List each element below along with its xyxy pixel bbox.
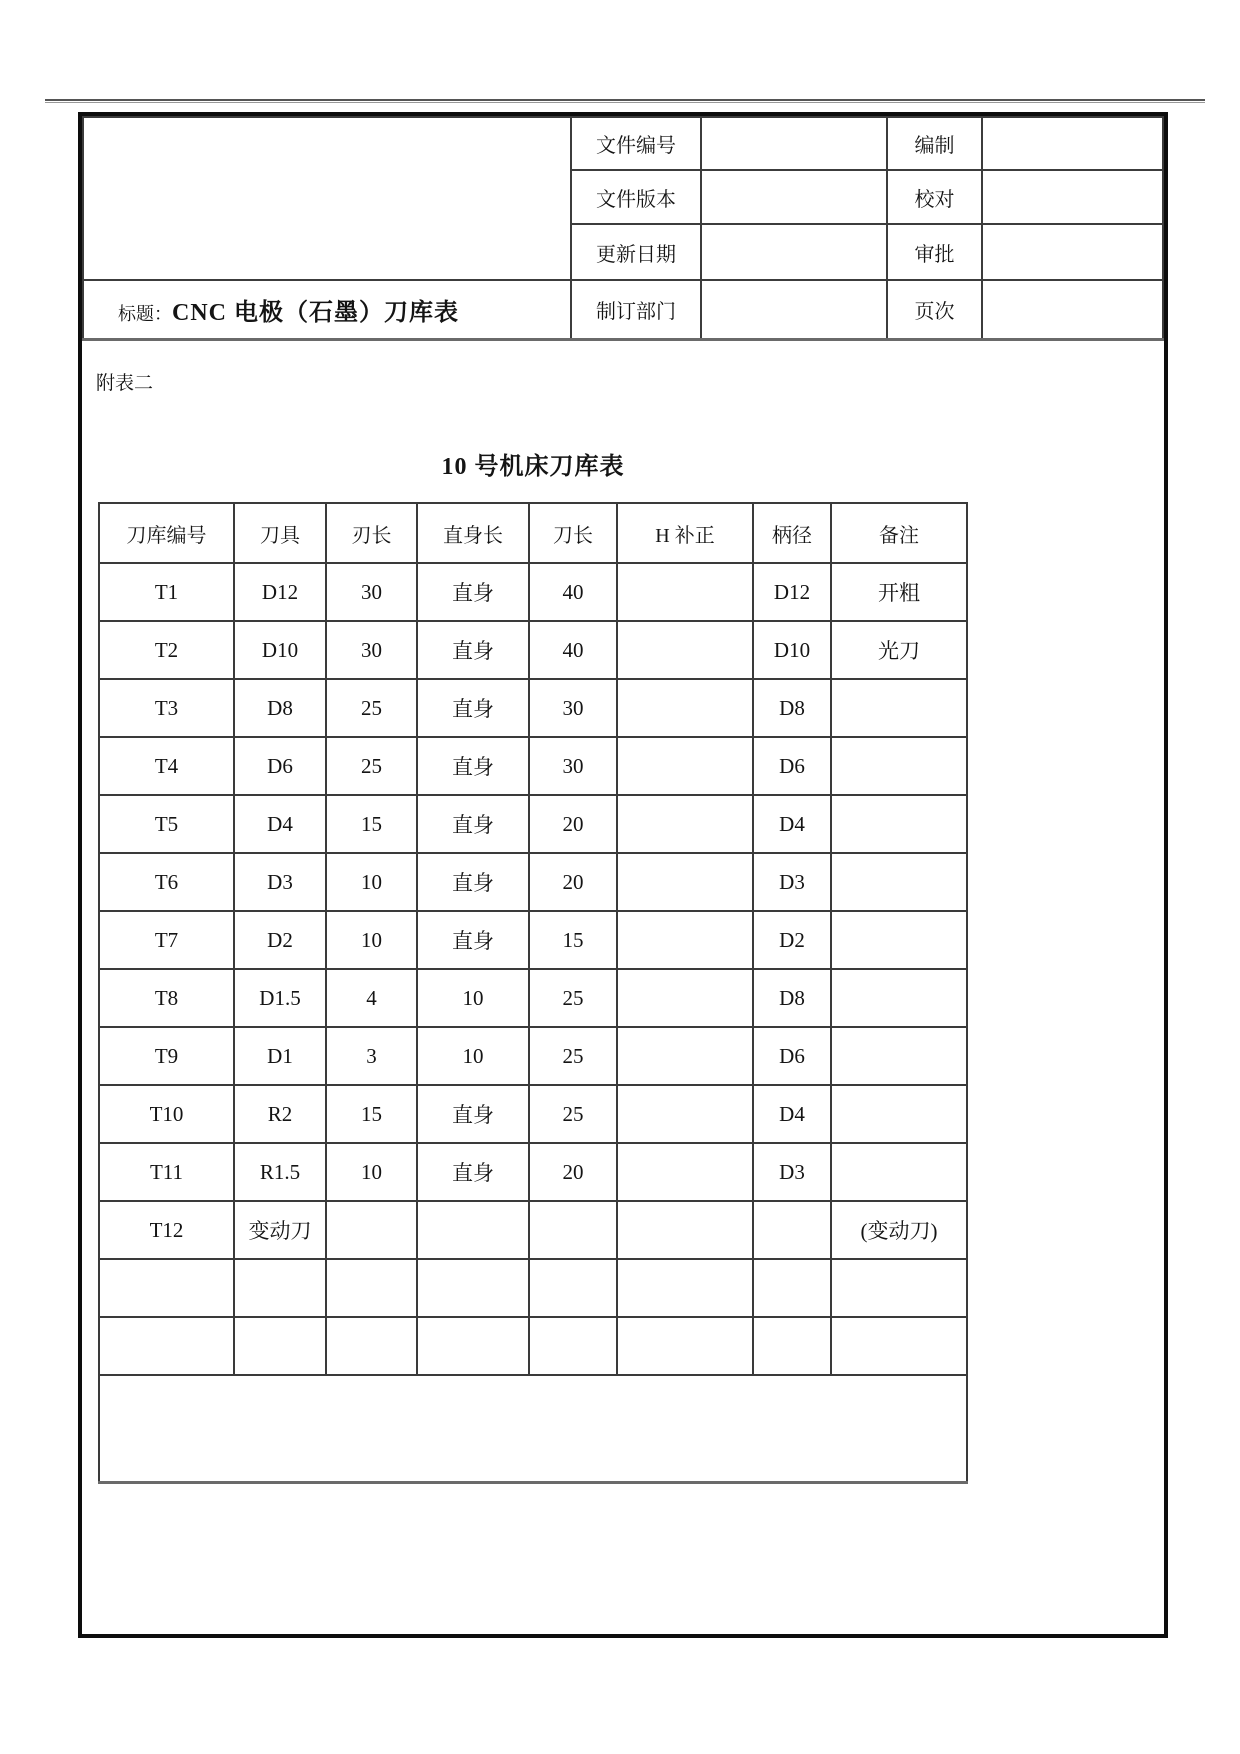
table-cell: 直身 <box>417 737 529 795</box>
table-cell <box>617 795 753 853</box>
field-label: 编制 <box>887 117 982 170</box>
column-header: 刃长 <box>326 503 417 563</box>
table-cell <box>831 1317 967 1375</box>
table-cell <box>417 1201 529 1259</box>
table-row <box>99 1027 967 1085</box>
table-cell: T11 <box>99 1143 234 1201</box>
document-title-prefix: 标题： <box>118 303 172 324</box>
column-header: 直身长 <box>417 503 529 563</box>
table-cell: T5 <box>99 795 234 853</box>
field-label: 审批 <box>887 224 982 280</box>
field-value-blank <box>982 280 1163 339</box>
table-cell: R2 <box>234 1085 326 1143</box>
table-cell: 10 <box>417 969 529 1027</box>
table-cell <box>831 969 967 1027</box>
table-cell <box>326 1317 417 1375</box>
table-cell: 直身 <box>417 1143 529 1201</box>
tool-table-header-row <box>99 503 967 563</box>
table-cell <box>529 1201 617 1259</box>
table-cell <box>617 1027 753 1085</box>
table-cell: 30 <box>326 563 417 621</box>
table-cell <box>617 563 753 621</box>
table-cell: D10 <box>234 621 326 679</box>
table-cell: 4 <box>326 969 417 1027</box>
table-cell: 直身 <box>417 621 529 679</box>
table-cell: 10 <box>326 1143 417 1201</box>
table-cell <box>617 621 753 679</box>
field-value-blank <box>701 117 887 170</box>
table-cell <box>831 737 967 795</box>
table-cell: 10 <box>326 853 417 911</box>
table-cell: 直身 <box>417 853 529 911</box>
table-cell: 40 <box>529 621 617 679</box>
table-cell <box>234 1317 326 1375</box>
table-row <box>99 563 967 621</box>
table-row <box>99 679 967 737</box>
table-cell <box>753 1259 831 1317</box>
table-cell <box>417 1317 529 1375</box>
table-cell <box>326 1201 417 1259</box>
table-row <box>99 737 967 795</box>
table-cell <box>617 679 753 737</box>
column-header: 刀库编号 <box>99 503 234 563</box>
field-value-blank <box>701 224 887 280</box>
table-cell: 25 <box>326 737 417 795</box>
table-cell: D4 <box>234 795 326 853</box>
table-row <box>99 911 967 969</box>
table-cell: 10 <box>417 1027 529 1085</box>
table-cell: D8 <box>234 679 326 737</box>
table-row <box>99 795 967 853</box>
table-row <box>99 1143 967 1201</box>
table-cell <box>99 1317 234 1375</box>
table-cell: 25 <box>326 679 417 737</box>
field-label: 文件版本 <box>571 170 701 224</box>
table-row <box>99 1201 967 1259</box>
table-cell <box>617 1143 753 1201</box>
header-row <box>83 117 1163 170</box>
table-cell <box>529 1259 617 1317</box>
column-header: H 补正 <box>617 503 753 563</box>
table-cell: D4 <box>753 795 831 853</box>
appendix-label: 附表二 <box>96 373 154 394</box>
table-cell: D6 <box>753 1027 831 1085</box>
table-cell: D12 <box>234 563 326 621</box>
table-row <box>99 1259 967 1317</box>
table-cell <box>617 1317 753 1375</box>
table-cell: T9 <box>99 1027 234 1085</box>
table-cell <box>529 1317 617 1375</box>
table-cell: 20 <box>529 795 617 853</box>
table-cell <box>617 1201 753 1259</box>
field-label: 更新日期 <box>571 224 701 280</box>
table-cell: 30 <box>326 621 417 679</box>
table-row <box>99 969 967 1027</box>
header-blank-area <box>83 117 571 280</box>
table-cell: D4 <box>753 1085 831 1143</box>
document-title: CNC 电极（石墨）刀库表 <box>172 299 459 326</box>
top-divider-rule <box>45 99 1205 103</box>
table-cell: D2 <box>753 911 831 969</box>
tool-table <box>98 502 968 1484</box>
table-cell: T7 <box>99 911 234 969</box>
table-cell: 3 <box>326 1027 417 1085</box>
table-cell: 15 <box>326 795 417 853</box>
field-value-blank <box>982 224 1163 280</box>
tool-table-title: 10 号机床刀库表 <box>441 454 625 480</box>
table-cell <box>831 911 967 969</box>
table-cell: 开粗 <box>831 563 967 621</box>
table-cell <box>617 1259 753 1317</box>
table-cell <box>99 1259 234 1317</box>
table-cell <box>617 1085 753 1143</box>
table-cell: T1 <box>99 563 234 621</box>
table-cell: T3 <box>99 679 234 737</box>
table-cell <box>831 853 967 911</box>
table-cell: D3 <box>234 853 326 911</box>
field-value-blank <box>701 280 887 339</box>
table-cell: T2 <box>99 621 234 679</box>
table-cell: D1.5 <box>234 969 326 1027</box>
field-label: 页次 <box>887 280 982 339</box>
table-row <box>99 1085 967 1143</box>
table-cell <box>831 1259 967 1317</box>
table-cell: 10 <box>326 911 417 969</box>
table-cell: 直身 <box>417 911 529 969</box>
table-cell: T4 <box>99 737 234 795</box>
table-cell: 直身 <box>417 1085 529 1143</box>
table-cell <box>617 969 753 1027</box>
table-cell: 光刀 <box>831 621 967 679</box>
table-cell: D8 <box>753 969 831 1027</box>
table-cell: 直身 <box>417 795 529 853</box>
document-header-table <box>82 116 1164 341</box>
table-cell <box>617 911 753 969</box>
column-header: 备注 <box>831 503 967 563</box>
table-cell: D6 <box>753 737 831 795</box>
column-header: 柄径 <box>753 503 831 563</box>
table-cell: D2 <box>234 911 326 969</box>
table-cell: T12 <box>99 1201 234 1259</box>
table-cell: 30 <box>529 737 617 795</box>
table-cell: 20 <box>529 1143 617 1201</box>
tool-table-body <box>99 563 967 1375</box>
table-cell <box>831 795 967 853</box>
table-row <box>99 621 967 679</box>
table-cell: R1.5 <box>234 1143 326 1201</box>
table-cell <box>831 1143 967 1201</box>
field-value-blank <box>982 170 1163 224</box>
table-cell: 20 <box>529 853 617 911</box>
table-cell <box>326 1259 417 1317</box>
page-border-frame <box>78 112 1168 1638</box>
table-cell: T6 <box>99 853 234 911</box>
table-cell: T10 <box>99 1085 234 1143</box>
table-cell <box>831 679 967 737</box>
field-label: 文件编号 <box>571 117 701 170</box>
table-footer-row <box>99 1375 967 1482</box>
table-cell <box>753 1317 831 1375</box>
column-header: 刀长 <box>529 503 617 563</box>
table-cell <box>617 737 753 795</box>
field-value-blank <box>982 117 1163 170</box>
table-cell: D3 <box>753 853 831 911</box>
table-row <box>99 853 967 911</box>
table-cell: 15 <box>326 1085 417 1143</box>
table-cell: D8 <box>753 679 831 737</box>
table-cell: 25 <box>529 1027 617 1085</box>
table-cell: 直身 <box>417 679 529 737</box>
table-cell: D6 <box>234 737 326 795</box>
column-header: 刀具 <box>234 503 326 563</box>
table-cell <box>831 1027 967 1085</box>
field-label: 制订部门 <box>571 280 701 339</box>
table-cell: 15 <box>529 911 617 969</box>
table-row <box>99 1317 967 1375</box>
table-cell <box>617 853 753 911</box>
table-cell: D3 <box>753 1143 831 1201</box>
table-cell: 直身 <box>417 563 529 621</box>
table-cell: 变动刀 <box>234 1201 326 1259</box>
field-value-blank <box>701 170 887 224</box>
header-row <box>83 280 1163 339</box>
table-cell: 25 <box>529 969 617 1027</box>
table-cell: T8 <box>99 969 234 1027</box>
table-cell: D1 <box>234 1027 326 1085</box>
table-cell <box>417 1259 529 1317</box>
table-cell: (变动刀) <box>831 1201 967 1259</box>
table-cell <box>234 1259 326 1317</box>
table-cell: D12 <box>753 563 831 621</box>
table-footer-cell <box>99 1375 967 1482</box>
table-cell: D10 <box>753 621 831 679</box>
table-cell: 30 <box>529 679 617 737</box>
table-cell: 40 <box>529 563 617 621</box>
document-title-cell <box>83 280 571 339</box>
table-cell <box>831 1085 967 1143</box>
table-cell: 25 <box>529 1085 617 1143</box>
field-label: 校对 <box>887 170 982 224</box>
table-cell <box>753 1201 831 1259</box>
